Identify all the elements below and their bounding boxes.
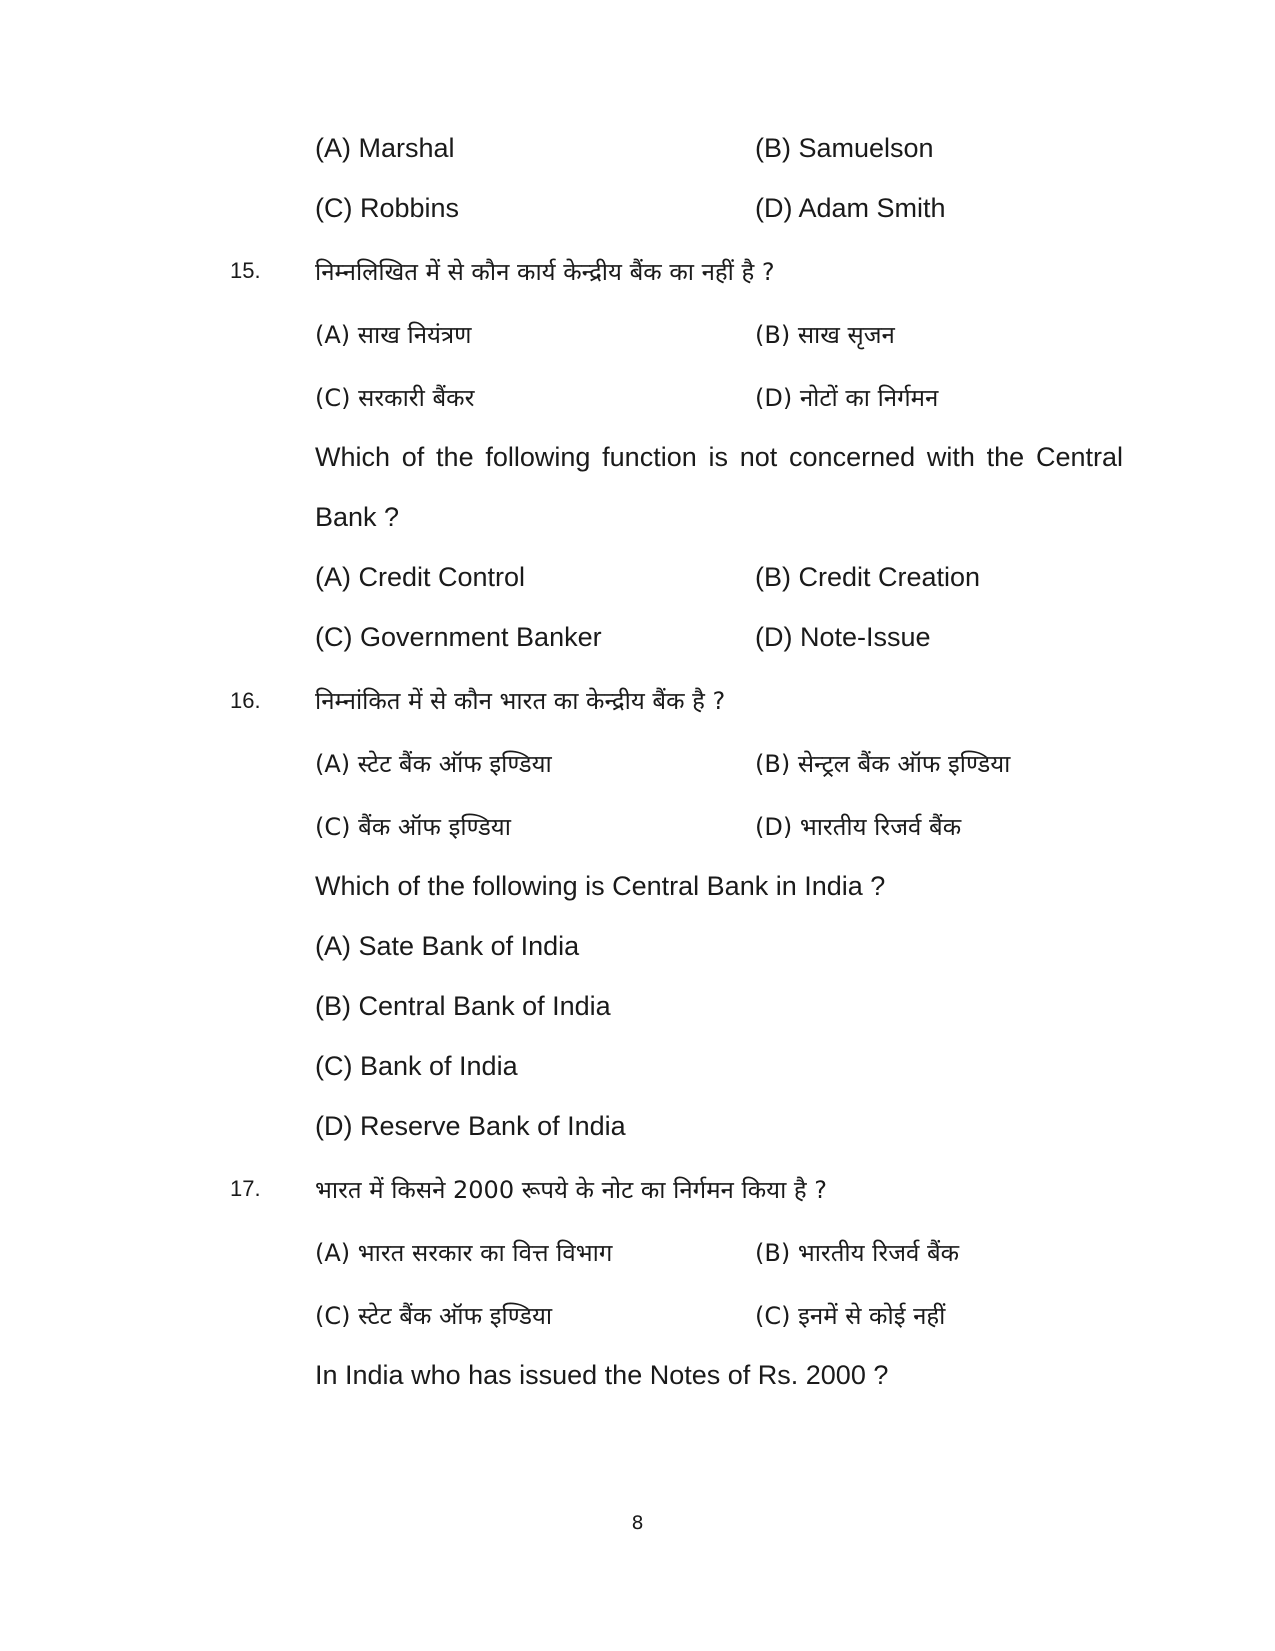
option-c-hindi: (C) स्टेट बैंक ऑफ इण्डिया	[315, 1302, 553, 1330]
option-b: (B) Samuelson	[755, 133, 934, 163]
question-text-hindi: निम्नांकित में से कौन भारत का केन्द्रीय बैंक है ?	[315, 687, 726, 715]
option-d-hindi: (D) नोटों का निर्गमन	[755, 384, 939, 412]
option-b-english: (B) Central Bank of India	[315, 991, 611, 1021]
option-a-hindi: (A) भारत सरकार का वित्त विभाग	[315, 1239, 613, 1267]
option-a-hindi: (A) स्टेट बैंक ऑफ इण्डिया	[315, 750, 552, 778]
option-d-hindi: (C) इनमें से कोई नहीं	[755, 1302, 946, 1330]
question-text-hindi: निम्नलिखित में से कौन कार्य केन्द्रीय बैंक का नहीं है ?	[315, 258, 775, 286]
question-text-hindi: भारत में किसने 2000 रूपये के नोट का निर्गमन किया है ?	[315, 1176, 828, 1204]
question-number: 15.	[230, 258, 261, 283]
option-b-hindi: (B) साख सृजन	[755, 321, 895, 349]
question-text-english-cont: Bank ?	[315, 502, 400, 532]
question-number: 16.	[230, 688, 261, 713]
option-d-english: (D) Note-Issue	[755, 622, 931, 652]
option-a-english: (A) Credit Control	[315, 562, 526, 592]
option-a: (A) Marshal	[315, 133, 455, 163]
option-d-english: (D) Reserve Bank of India	[315, 1111, 626, 1141]
option-a-english: (A) Sate Bank of India	[315, 931, 580, 961]
option-a-hindi: (A) साख नियंत्रण	[315, 321, 472, 349]
option-d-hindi: (D) भारतीय रिजर्व बैंक	[755, 813, 962, 841]
question-text-english: Which of the following function is not concerned with the Central	[315, 442, 1123, 472]
option-c-hindi: (C) सरकारी बैंकर	[315, 384, 475, 412]
question-number: 17.	[230, 1176, 261, 1201]
option-c: (C) Robbins	[315, 193, 460, 223]
question-text-english: In India who has issued the Notes of Rs. 2000 ?	[315, 1360, 889, 1390]
page-number: 8	[631, 1512, 644, 1534]
option-c-english: (C) Government Banker	[315, 622, 602, 652]
option-b-hindi: (B) सेन्ट्रल बैंक ऑफ इण्डिया	[755, 750, 1011, 778]
option-c-english: (C) Bank of India	[315, 1051, 518, 1081]
option-b-hindi: (B) भारतीय रिजर्व बैंक	[755, 1239, 960, 1267]
option-c-hindi: (C) बैंक ऑफ इण्डिया	[315, 813, 511, 841]
option-d: (D) Adam Smith	[755, 193, 946, 223]
question-text-english: Which of the following is Central Bank in India ?	[315, 871, 886, 901]
option-b-english: (B) Credit Creation	[755, 562, 981, 592]
